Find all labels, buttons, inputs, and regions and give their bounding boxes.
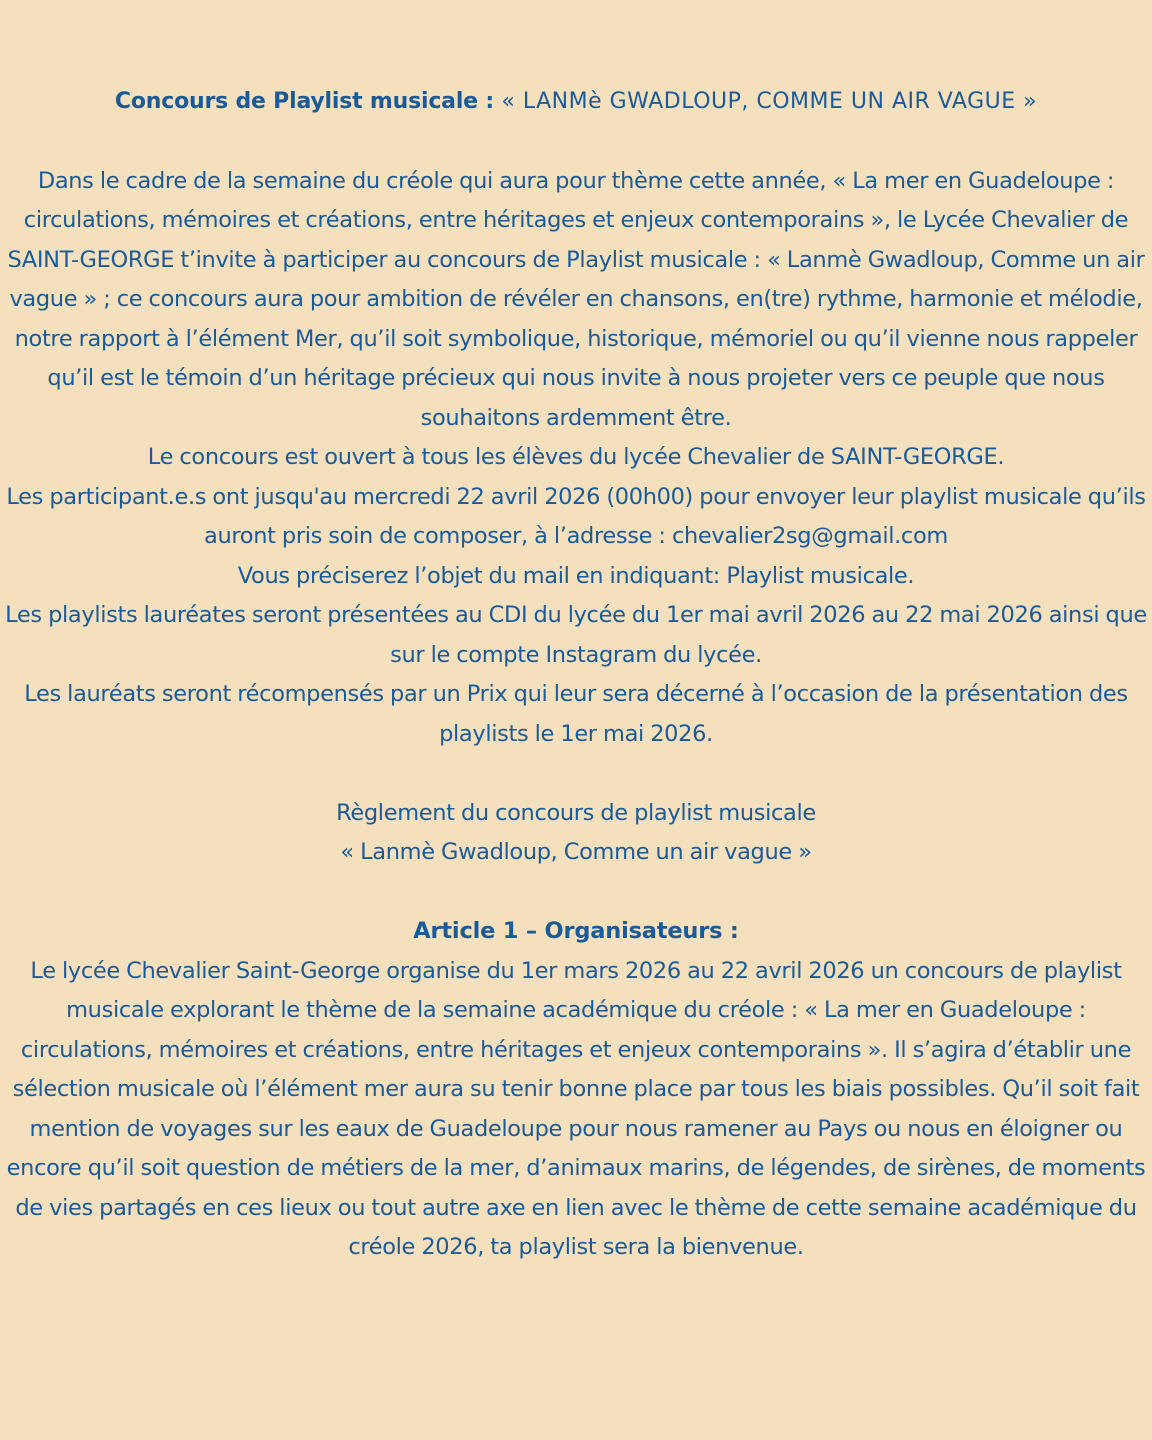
intro-prize: Les lauréats seront récompensés par un Prix qui leur sera décerné à l’occasion de la présentation des playlists le 1er mai 2026. bbox=[24, 681, 1128, 747]
page-title bbox=[0, 82, 1152, 122]
rules-title-line2: « Lanmè Gwadloup, Comme un air vague » bbox=[340, 839, 812, 865]
spacer bbox=[0, 754, 1152, 794]
intro-deadline: Les participant.e.s ont jusqu'au mercredi 22 avril 2026 (00h00) pour envoyer leur playlist musicale qu’ils auront pris soin de composer, à l’adresse : chevalier2sg@gmail.com bbox=[6, 483, 1146, 549]
spacer bbox=[0, 873, 1152, 913]
article-1-section bbox=[0, 952, 1152, 1268]
intro-section bbox=[0, 162, 1152, 755]
intro-email-subject: Vous préciserez l’objet du mail en indiquant: Playlist musicale. bbox=[237, 562, 915, 589]
title-theme: « LANMè GWADLOUP, COMME UN AIR VAGUE » bbox=[501, 89, 1038, 114]
intro-paragraph: Dans le cadre de la semaine du créole qui aura pour thème cette année, « La mer en Guadeloupe : circulations, mémoires et créations, entre héritages et enjeux contemporains », le Lycée Chevalier de SAINT-GEORGE t’invite à participer au concours de Playlist musicale : « Lanmè Gwadloup, Comme un air vague » ; ce concours aura pour ambition de révéler en chansons, en(tre) rythme, harmonie et mélodie, notre rapport à l’élément Mer, qu’il soit symbolique, historique, mémoriel ou qu’il vienne nous rappeler qu’il est le témoin d’un héritage précieux qui nous invite à nous projeter vers ce peuple que nous souhaitons ardemment être. bbox=[7, 167, 1145, 431]
spacer bbox=[0, 122, 1152, 162]
rules-title bbox=[0, 794, 1152, 873]
article-1-heading: Article 1 – Organisateurs : bbox=[413, 918, 739, 944]
intro-exhibition: Les playlists lauréates seront présentées au CDI du lycée du 1er mai avril 2026 au 22 mai 2026 ainsi que sur le compte Instagram du lycée. bbox=[5, 602, 1147, 668]
intro-eligibility: Le concours est ouvert à tous les élèves du lycée Chevalier de SAINT-GEORGE. bbox=[147, 444, 1005, 470]
article-1-body: Le lycée Chevalier Saint-George organise du 1er mars 2026 au 22 avril 2026 un concours de playlist musicale explorant le thème de la semaine académique du créole : « La mer en Guadeloupe : circulations, mémoires et créations, entre héritages et enjeux contemporains ». Il s’agira d’établir une sélection musicale où l’élément mer aura su tenir bonne place par tous les biais possibles. Qu’il soit fait mention de voyages sur les eaux de Guadeloupe pour nous ramener au Pays ou nous en éloigner ou encore qu’il soit question de métiers de la mer, d’animaux marins, de légendes, de sirènes, de moments de vies partagés en ces lieux ou tout autre axe en lien avec le thème de cette semaine académique du créole 2026, ta playlist sera la bienvenue. bbox=[6, 957, 1146, 1260]
title-lead: Concours de Playlist musicale : bbox=[114, 89, 502, 114]
rules-title-line1: Règlement du concours de playlist musicale bbox=[336, 799, 816, 826]
